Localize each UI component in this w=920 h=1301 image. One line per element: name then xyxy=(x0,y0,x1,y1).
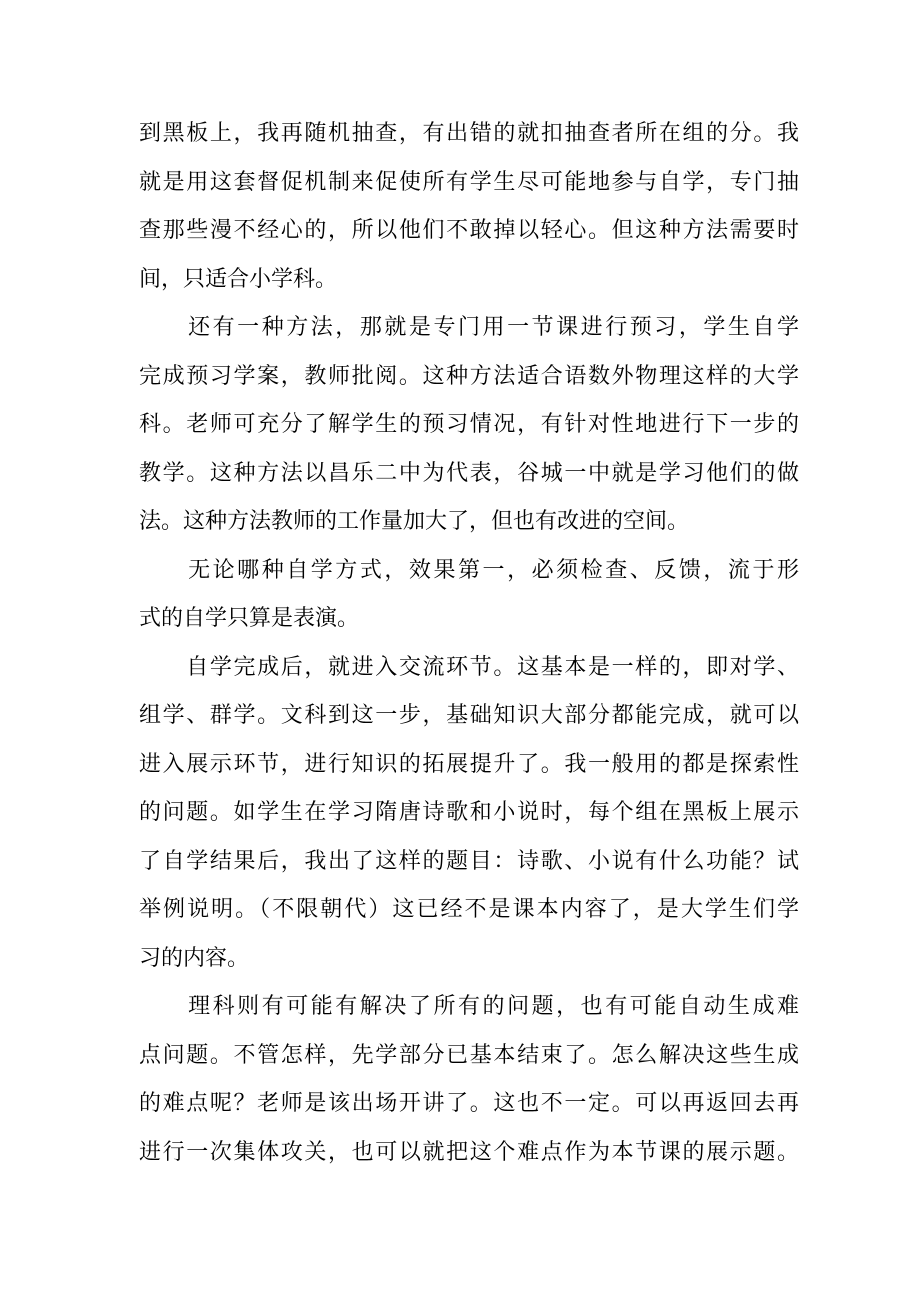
text-line: 科。老师可充分了解学生的预习情况，有针对性地进行下一步的 xyxy=(139,412,799,437)
text-line: 无论哪种自学方式，效果第一，必须检查、反馈，流于形 xyxy=(139,557,799,583)
text-line: 教学。这种方法以昌乐二中为代表，谷城一中就是学习他们的做 xyxy=(139,460,799,486)
text-line: 点问题。不管怎样，先学部分已基本结束了。怎么解决这些生成 xyxy=(139,1042,799,1068)
text-line: 式的自学只算是表演。 xyxy=(139,606,360,631)
text-line: 查那些漫不经心的，所以他们不敢掉以轻心。但这种方法需要时 xyxy=(139,218,799,243)
text-line: 举例说明。（不限朝代）这已经不是课本内容了，是大学生们学 xyxy=(139,897,799,922)
text-line: 到黑板上，我再随机抽查，有出错的就扣抽查者所在组的分。我 xyxy=(139,121,799,146)
text-line: 进行一次集体攻关，也可以就把这个难点作为本节课的展示题。 xyxy=(139,1139,799,1165)
text-line: 进入展示环节，进行知识的拓展提升了。我一般用的都是探索性 xyxy=(139,751,799,777)
text-line: 理科则有可能有解决了所有的问题，也有可能自动生成难 xyxy=(139,994,799,1019)
text-line: 完成预习学案，教师批阅。这种方法适合语数外物理这样的大学 xyxy=(139,363,799,389)
text-line: 习的内容。 xyxy=(139,945,250,971)
text-line: 就是用这套督促机制来促使所有学生尽可能地参与自学，专门抽 xyxy=(139,169,799,195)
text-line: 了自学结果后，我出了这样的题目：诗歌、小说有什么功能？试 xyxy=(139,848,799,874)
text-line: 组学、群学。文科到这一步，基础知识大部分都能完成，就可以 xyxy=(139,703,799,728)
text-line: 的问题。如学生在学习隋唐诗歌和小说时，每个组在黑板上展示 xyxy=(139,800,799,825)
text-line: 还有一种方法，那就是专门用一节课进行预习，学生自学 xyxy=(139,315,799,340)
paragraph-4 xyxy=(139,644,799,984)
text-line: 法。这种方法教师的工作量加大了，但也有改进的空间。 xyxy=(139,509,690,534)
paragraph-1 xyxy=(139,110,799,304)
paragraph-5 xyxy=(139,983,799,1177)
paragraph-2 xyxy=(139,304,799,547)
paragraph-3 xyxy=(139,547,799,644)
text-line: 自学完成后，就进入交流环节。这基本是一样的，即对学、 xyxy=(139,654,799,680)
text-line: 的难点呢？老师是该出场开讲了。这也不一定。可以再返回去再 xyxy=(139,1091,799,1116)
body-text xyxy=(139,110,799,1177)
text-line: 间，只适合小学科。 xyxy=(139,266,338,292)
